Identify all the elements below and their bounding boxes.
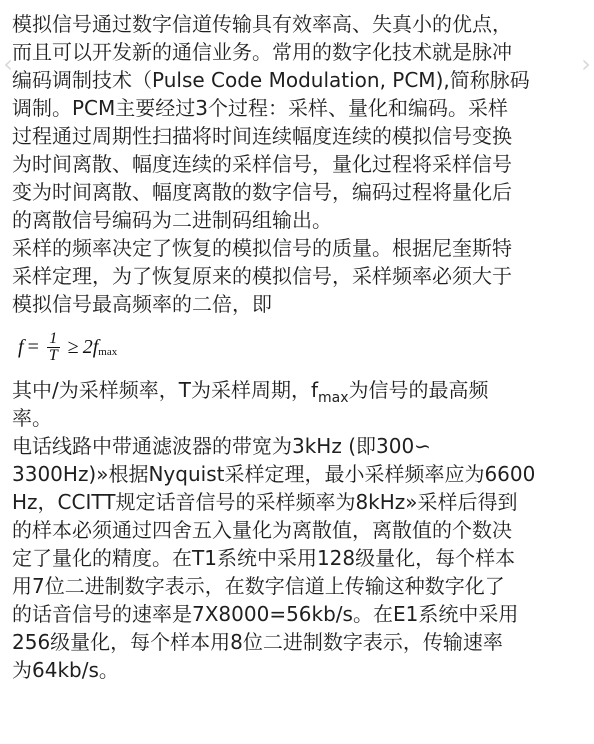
formula-denominator: T bbox=[48, 346, 58, 364]
text-line: 编码调制技术（Pulse Code Modulation, PCM),简称脉码 bbox=[12, 68, 530, 92]
formula-ge: ≥ bbox=[67, 335, 79, 358]
text-line: 模拟信号通过数字信道传输具有效率高、失真小的优点， bbox=[12, 12, 512, 36]
formula-rhs: 2f bbox=[82, 335, 99, 358]
text-line: 用7位二进制数字表示，在数字信道上传输这种数字化了 bbox=[12, 574, 505, 598]
text-line: 调制。PCM主要经过3个过程：采样、量化和编码。采样 bbox=[12, 96, 509, 120]
prev-arrow-icon[interactable]: ‹ bbox=[3, 50, 13, 78]
paragraph-pcm-intro bbox=[12, 10, 584, 234]
text-segment: 为信号的最高频 bbox=[348, 378, 489, 402]
next-arrow-icon[interactable]: › bbox=[581, 50, 591, 78]
formula-rhs-subscript: max bbox=[98, 346, 118, 358]
formula-equals: = bbox=[27, 335, 39, 358]
text-line: 的话音信号的速率是7X8000=56kb/s。在E1系统中采用 bbox=[12, 602, 519, 626]
text-line: 率。 bbox=[12, 406, 52, 430]
text-segment: 其中/为采样频率，T为采样周期，f bbox=[12, 378, 318, 402]
text-line: 变为时间离散、幅度离散的数字信号，编码过程将量化后 bbox=[12, 180, 512, 204]
nyquist-formula bbox=[12, 318, 584, 376]
text-line: 模拟信号最高频率的二倍，即 bbox=[12, 292, 272, 316]
text-line: 的离散信号编码为二进制码组输出。 bbox=[12, 208, 332, 232]
text-line: 为时间离散、幅度连续的采样信号，量化过程将采样信号 bbox=[12, 152, 512, 176]
text-line: Hz，CCITT规定话音信号的采样频率为8kHz»采样后得到 bbox=[12, 490, 518, 514]
formula-lhs: f bbox=[18, 335, 24, 358]
article-body bbox=[12, 10, 584, 684]
formula-fraction bbox=[47, 331, 60, 364]
text-line: 电话线路中带通滤波器的带宽为3kHz (即300∽ bbox=[12, 434, 431, 458]
text-line: 过程通过周期性扫描将时间连续幅度连续的模拟信号变换 bbox=[12, 124, 512, 148]
text-line: 的样本必须通过四舍五入量化为离散值，离散值的个数决 bbox=[12, 518, 512, 542]
text-line: 采样的频率决定了恢复的模拟信号的质量。根据尼奎斯特 bbox=[12, 236, 512, 260]
paragraph-telephony bbox=[12, 432, 584, 684]
text-line: 3300Hz)»根据Nyquist采样定理，最小采样频率应为6600 bbox=[12, 462, 536, 486]
text-line: 为64kb/s。 bbox=[12, 658, 119, 682]
text-line bbox=[12, 376, 584, 404]
text-subscript: max bbox=[318, 390, 349, 404]
text-line: 256级量化，每个样本用8位二进制数字表示，传输速率 bbox=[12, 630, 503, 654]
text-line: 定了量化的精度。在T1系统中采用128级量化，每个样本 bbox=[12, 546, 516, 570]
text-line: 采样定理，为了恢复原来的模拟信号，采样频率必须大于 bbox=[12, 264, 512, 288]
paragraph-sampling bbox=[12, 234, 584, 318]
paragraph-variables bbox=[12, 376, 584, 432]
formula-numerator: 1 bbox=[49, 329, 58, 347]
text-line: 而且可以开发新的通信业务。常用的数字化技术就是脉冲 bbox=[12, 40, 512, 64]
